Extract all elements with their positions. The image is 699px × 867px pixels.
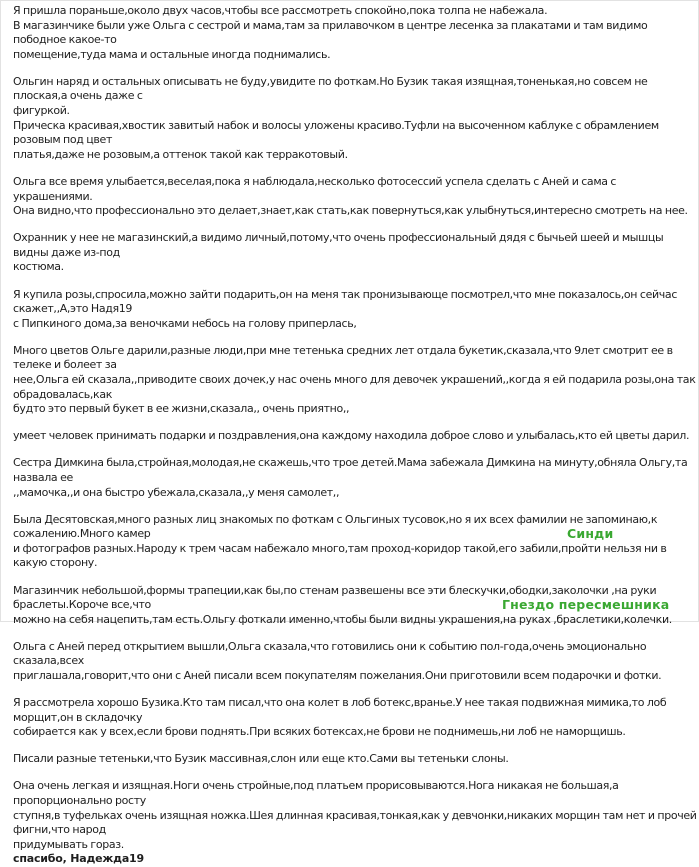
post-body — [13, 4, 698, 867]
paragraph-rumors: Писали разные тетеньки,что Бузик массивная,слон или еще кто.Сами вы тетеньки слоны. — [13, 752, 509, 766]
paragraph-outfit: Ольгин наряд и остальных описывать не буду,увидите по фоткам.Но Бузик такая изящная,тоненькая,но совсем не плоская,а очень даже с фигуркой. Прическа красивая,хвостик завитый набок и волосы уложены красиво.Туфли на высоченном каблуке с обрамлением розовым под цвет платья,даже не розовым,а оттенок такой как терракотовый. — [13, 74, 659, 161]
paragraph-roses: Я купила розы,спросила,можно зайти подарить,он на меня так пронизывающе посмотрел,что мне показалось,он сейчас скажет,,А,это Надя19 с Пипкиного дома,за веночками небось на голову приперлась, — [13, 287, 678, 330]
post-signature: спасибо, Надежда19 — [13, 852, 144, 866]
paragraph-guard: Охранник у нее не магазинский,а видимо личный,потому,что очень профессиональный дядя с бычьей шеей и мышцы видны даже из-под костюма. — [13, 231, 664, 274]
watermark-sindi: Синди — [567, 526, 614, 541]
watermark-nest: Гнездо пересмешника — [502, 597, 670, 612]
paragraph-figure: Она очень легкая и изящная.Ноги очень стройные,под платьем прорисовываются.Нога никакая не большая,а пропорционально росту ступня,в туфельках очень изящная ножка.Шея длинная красивая,тонкая,как у девчонки,никаких морщин там нет и прочей фигни,что народ придумывать гораз. — [13, 779, 697, 851]
paragraph-flowers: Много цветов Ольге дарили,разные люди,при мне тетенька средних лет отдала букетик,сказала,что 9лет смотрит ее в телеке и болеет за нее,Ольга ей сказала,,приводите своих дочек,у нас очень много для девочек украшений,,когда я ей подарила розы,она так обрадовалась,как будто это первый букет в ее жизни,сказала,, очень приятно,, — [13, 343, 696, 416]
paragraph-shop: Магазинчик небольшой,формы трапеции,как бы,по стенам развешены все эти блескучки,ободки,заколочки ,на руки браслеты.Короче все,что можно на себя нацепить,там есть.Ольгу фоткали именно,чтобы были видны украшения,на руках ,браслетики,колечки. — [13, 583, 672, 626]
paragraph-sister: Сестра Димкина была,стройная,молодая,не скажешь,что трое детей.Мама забежала Димкина на минуту,обняла Ольгу,та назвала ее ,,мамочка,,и она быстро убежала,сказала,,у меня самолет,, — [13, 456, 688, 499]
paragraph-smiles: Ольга все время улыбается,веселая,пока я наблюдала,несколько фотосессий успела сделать с Аней и сама с украшениями. Она видно,что профессионально это делает,знает,как стать,как повернуться,как улыбнуться,интересно смотреть на нее. — [13, 174, 688, 218]
paragraph-gifts: умеет человек принимать подарки и поздравления,она каждому находила доброе слово и улыбалась,кто ей цветы дарил. — [13, 429, 690, 443]
paragraph-arrival: Я пришла пораньше,около двух часов,чтобы все рассмотреть спокойно,пока толпа не набежала. В магазинчике были уже Ольга с сестрой и мама,там за прилавочком в центре лесенка за плакатами и там видимо пободное какое-то помещение,туда мама и остальные иногда поднимались. — [13, 4, 648, 61]
paragraph-opening: Ольга с Аней перед открытием вышли,Ольга сказала,что готовились они к событию пол-года,очень эмоционально сказала,всех приглашала,говорит,что они с Аней писали всем покупателям пожелания.Они приготовили всем подарочки и фотки. — [13, 639, 662, 682]
paragraph-botox: Я рассмотрела хорошо Бузика.Кто там писал,что она колет в лоб ботекс,вранье.У нее такая подвижная мимика,то лоб морщит,он в складочку собирается как у всех,если брови поднять.При всяких ботексах,не брови не поднимешь,ни лоб не наморщишь. — [13, 696, 667, 739]
paragraph-guests: Была Десятовская,много разных лиц знакомых по фоткам с Ольгиных тусовок,но я их всех фамилии не запоминаю,к сожалению.Много камер и фотографов разных.Народу к трем часам набежало много,там проход-коридор такой,его забили,пройти нельзя ни в какую сторону. — [13, 512, 667, 570]
